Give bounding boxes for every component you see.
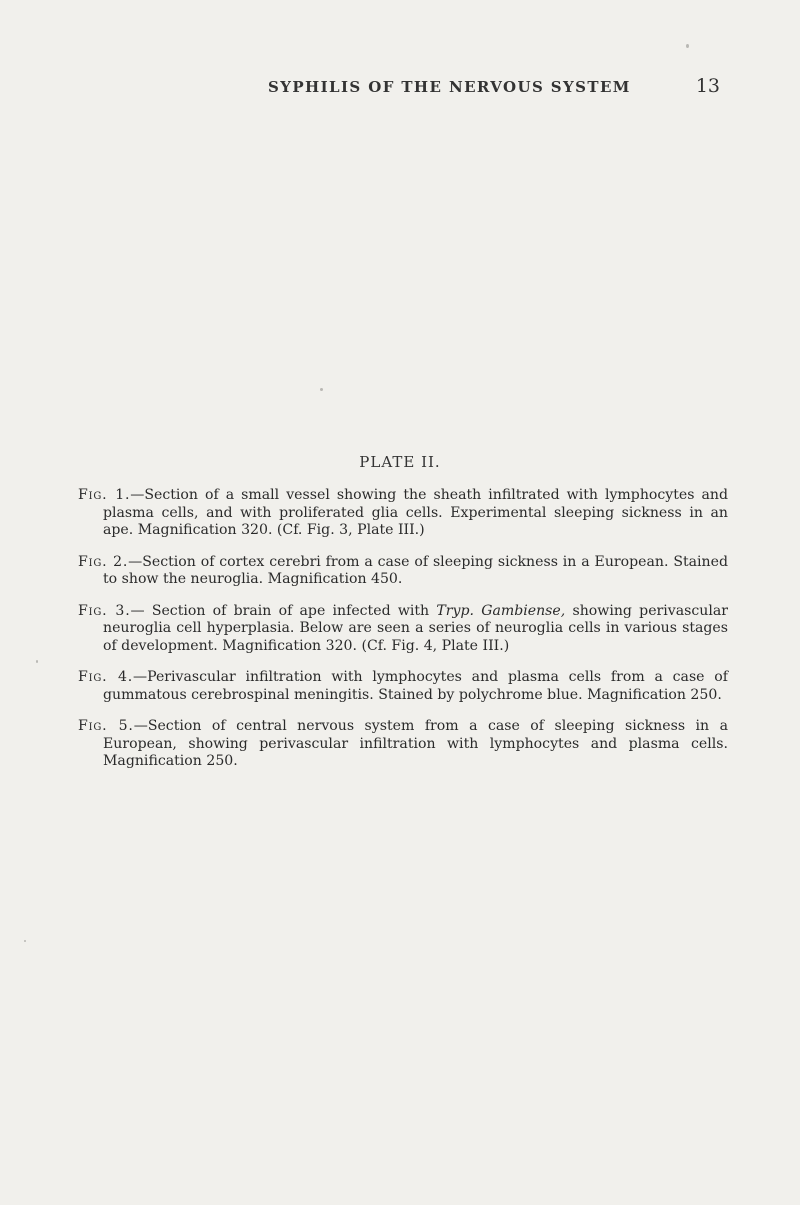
running-header bbox=[0, 75, 800, 102]
paper-speck bbox=[24, 940, 26, 942]
figure-legend-list bbox=[78, 487, 728, 785]
figure-legend-5 bbox=[78, 718, 728, 771]
figure-label: Fig. 4. bbox=[78, 669, 134, 685]
figure-caption-end: showing perivascular neuroglia cell hyperplasia. Below are seen a series of neuroglia cells in various stages of development. Magnification 320. (Cf. Fig. 4, Plate III.) bbox=[103, 602, 729, 654]
plate-title: PLATE II. bbox=[359, 453, 441, 471]
paper-speck bbox=[320, 388, 323, 391]
running-title: SYPHILIS OF THE NERVOUS SYSTEM bbox=[268, 78, 631, 96]
figure-legend-2 bbox=[78, 554, 728, 589]
figure-caption: —Section of cortex cerebri from a case of sleeping sickness in a European. Stained to show the neuroglia. Magnification 450. bbox=[103, 553, 728, 587]
paper-speck bbox=[36, 660, 38, 663]
figure-label: Fig. 3. bbox=[78, 602, 131, 619]
page-number: 13 bbox=[695, 75, 720, 97]
figure-caption: —Section of central nervous system from a case of sleeping sickness in a European, showing perivascular infiltration with lymphocytes and plasma cells. Magnification 250. bbox=[103, 718, 728, 769]
figure-legend-3 bbox=[78, 603, 728, 656]
figure-caption-start: — Section of brain of ape infected with bbox=[130, 602, 437, 619]
figure-label: Fig. 5. bbox=[78, 718, 134, 734]
figure-caption: —Perivascular infiltration with lymphocytes and plasma cells from a case of gummatous cerebrospinal meningitis. Stained by polychrome blue. Magnification 250. bbox=[103, 669, 728, 703]
figure-label: Fig. 1. bbox=[78, 487, 131, 503]
figure-legend-4 bbox=[78, 669, 728, 704]
figure-legend-1 bbox=[78, 487, 728, 540]
species-name: Tryp. Gambiense, bbox=[436, 602, 566, 619]
figure-label: Fig. 2. bbox=[78, 553, 129, 570]
figure-caption: —Section of a small vessel showing the sheath infiltrated with lymphocytes and plasma cells, and with proliferated glia cells. Experimental sleeping sickness in an ape. Magnification 320. (Cf. Fig. 3, Plate III.) bbox=[103, 487, 728, 538]
paper-speck bbox=[686, 44, 689, 48]
